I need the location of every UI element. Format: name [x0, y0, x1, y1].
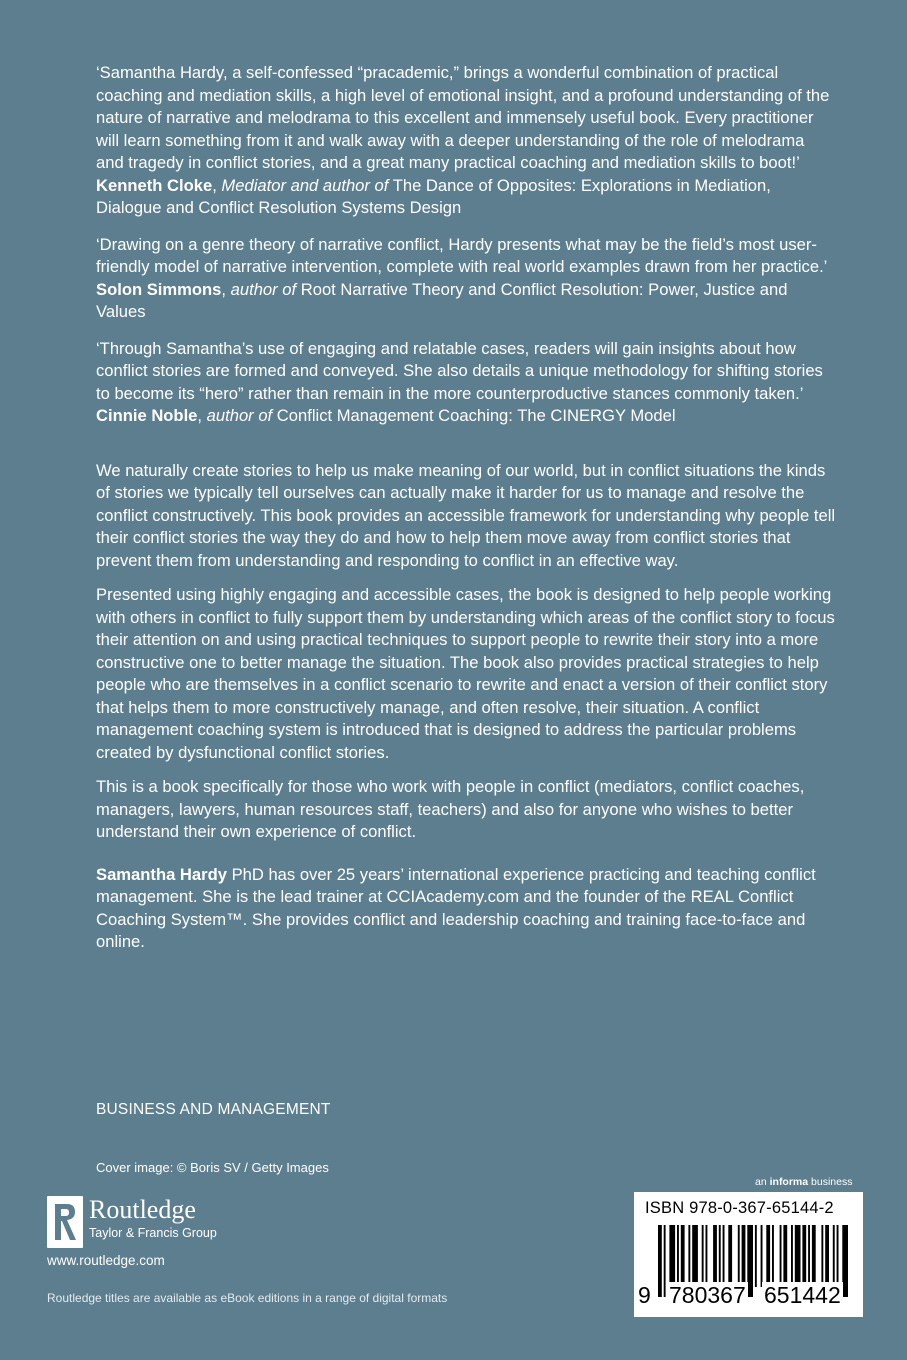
endorsement-quote: ‘Through Samantha’s use of engaging and relatable cases, readers will gain insights about how conflict stories are formed and conveyed. She also details a unique methodology for shifting stories to become its “hero” rather than remain in the more counterproductive stances commonly taken.’ — [96, 338, 823, 403]
routledge-logo-icon — [47, 1196, 83, 1248]
barcode-bar — [825, 1225, 829, 1287]
endorser-work: Root Narrative Theory and Conflict Resolution: Power, Justice and Values — [96, 279, 788, 321]
cover-image-credit: Cover image: © Boris SV / Getty Images — [96, 1160, 329, 1175]
barcode-bar — [747, 1225, 753, 1297]
barcode-bar — [821, 1225, 823, 1287]
barcode-bar — [791, 1225, 793, 1287]
barcode-bar — [664, 1225, 666, 1297]
informa-business-tag: an informa business — [755, 1176, 853, 1188]
publisher-website[interactable]: www.routledge.com — [47, 1253, 165, 1268]
endorser-work: Conflict Management Coaching: The CINERGY Model — [272, 406, 676, 425]
barcode-bar — [738, 1225, 740, 1287]
barcode-bar — [808, 1225, 810, 1287]
author-bio-text: PhD has over 25 years’ international experience practicing and teaching conflict management. She is the lead trainer at CCIAcademy.com and the founder of the REAL Conflict Coaching System™. She provides conflict and leadership coaching and training face-to-face and online. — [96, 864, 816, 951]
endorser-name: Solon Simmons — [96, 279, 222, 299]
barcode-bar — [688, 1225, 690, 1287]
endorser-role: author of — [206, 406, 273, 425]
endorser-work: The Dance of Opposites: Explorations in Mediation, Dialogue and Conflict Resolution Systems Design — [96, 175, 771, 217]
isbn-number: ISBN 978-0-367-65144-2 — [645, 1199, 834, 1217]
endorsement-2 — [96, 234, 836, 324]
barcode-bar — [802, 1225, 806, 1287]
barcode-digits-right: 651442 — [764, 1282, 841, 1308]
endorser-name: Kenneth Cloke — [96, 175, 213, 195]
barcode-bar — [812, 1225, 816, 1287]
author-name: Samantha Hardy — [96, 864, 227, 884]
endorsement-quote: ‘Samantha Hardy, a self-confessed “pracademic,” brings a wonderful combination of practical coaching and mediation skills, a high level of emotional insight, and a profound understanding of the nature of narrative and melodrama to this excellent and immensely useful book. Every practitioner will learn something from it and walk away with a deeper understanding of the role of melodrama and tragedy in conflict stories, and a great many practical coaching and mediation skills to boot!’ — [96, 63, 830, 172]
endorsement-1 — [96, 62, 836, 220]
barcode-bar — [719, 1225, 721, 1287]
barcode-bar — [795, 1225, 801, 1287]
barcode-bar — [780, 1225, 782, 1287]
barcode-bar — [658, 1225, 662, 1297]
barcode-bar — [706, 1225, 708, 1287]
description-paragraph-2: Presented using highly engaging and accessible cases, the book is designed to help people working with others in conflict to fully support them by understanding which areas of the conflict story to focus their attention on and using practical techniques to support people to rewrite their story into a more constructive one to better manage the situation. The book also provides practical strategies to help people who are themselves in a conflict scenario to rewrite and enact a version of their conflict story that helps them to more constructively manage, and often resolve, their situation. A conflict management coaching system is introduced that is designed to address the particular problems created by dysfunctional conflict stories. — [96, 585, 835, 762]
barcode-bar — [728, 1225, 732, 1287]
endorsement-3 — [96, 338, 836, 428]
publisher-text — [89, 1196, 217, 1241]
publisher-name: Routledge — [89, 1195, 196, 1224]
barcode-digits-left: 780367 — [669, 1282, 746, 1308]
barcode-bar — [766, 1225, 770, 1287]
ebook-note: Routledge titles are available as eBook editions in a range of digital formats — [47, 1291, 448, 1305]
endorsement-attribution: Solon Simmons, author of Root Narrative Theory and Conflict Resolution: Power, Justice and Values — [96, 279, 788, 321]
publisher-logo — [47, 1196, 217, 1248]
barcode-digit-first: 9 — [638, 1282, 651, 1308]
barcode-bar — [783, 1225, 787, 1287]
isbn-barcode — [634, 1192, 863, 1317]
barcode-bar — [772, 1225, 774, 1287]
endorsement-attribution: Cinnie Noble, author of Conflict Management Coaching: The CINERGY Model — [96, 406, 676, 425]
endorsement-attribution: Kenneth Cloke, Mediator and author of The Dance of Opposites: Explorations in Mediation, Dialogue and Conflict Resolution Systems Design — [96, 175, 771, 217]
barcode-bar — [723, 1225, 725, 1287]
subject-category: BUSINESS AND MANAGEMENT — [96, 1101, 331, 1118]
barcode-bar — [677, 1225, 679, 1287]
publisher-group: Taylor & Francis Group — [89, 1226, 217, 1240]
barcode-bar — [702, 1225, 704, 1287]
section-spacer — [96, 856, 836, 864]
description-paragraph-1: We naturally create stories to help us make meaning of our world, but in conflict situations the kinds of stories we typically tell ourselves can actually make it harder for us to manage and resolve the conflict constructively. This book provides an accessible framework for understanding why people tell their conflict stories the way they do and how to help them move away from conflict stories that prevent them from understanding and responding to conflict in an effective way. — [96, 460, 836, 570]
barcode-bar — [742, 1225, 746, 1287]
section-spacer — [96, 442, 836, 460]
barcode-bar — [713, 1225, 717, 1287]
back-cover-content — [96, 62, 836, 966]
barcode-bar — [842, 1225, 848, 1297]
barcode-bar — [669, 1225, 675, 1287]
barcode-bar — [692, 1225, 698, 1287]
barcode-bar — [681, 1225, 685, 1287]
barcode-bar — [755, 1225, 757, 1287]
endorser-role: Mediator and author of — [221, 175, 389, 195]
endorser-name: Cinnie Noble — [96, 406, 198, 425]
author-bio — [96, 864, 836, 954]
barcode-bar — [833, 1225, 835, 1287]
description-paragraph-3: This is a book specifically for those who work with people in conflict (mediators, conflict coaches, managers, lawyers, human resources staff, teachers) and also for anyone who wishes to better understand their own experience of conflict. — [96, 777, 805, 841]
endorsement-quote: ‘Drawing on a genre theory of narrative conflict, Hardy presents what may be the field’s most user-friendly model of narrative intervention, complete with real world examples drawn from her practice.’ — [96, 234, 828, 276]
endorser-role: author of — [230, 279, 297, 299]
barcode-bar — [761, 1225, 763, 1287]
